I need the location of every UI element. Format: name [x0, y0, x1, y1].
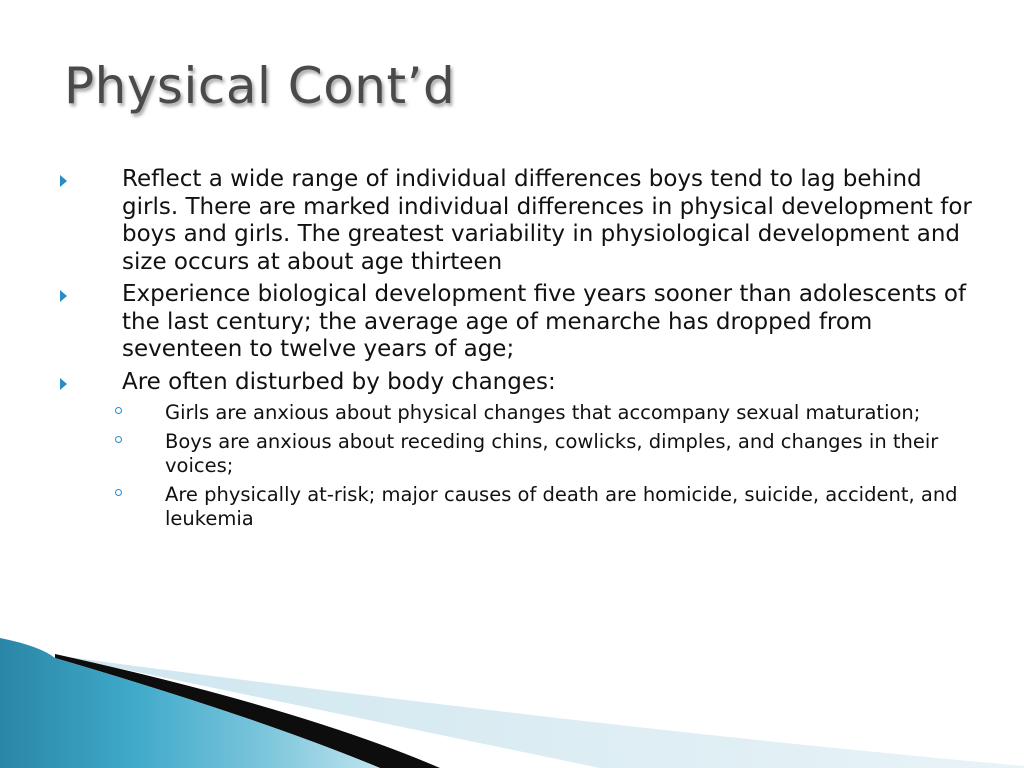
circle-bullet-icon — [115, 407, 122, 414]
sub-bullet-item — [0, 401, 965, 426]
sub-bullet-item — [0, 483, 965, 532]
sub-bullet-text: Girls are anxious about physical changes that accompany sexual maturation; — [165, 401, 921, 424]
decorative-wave-graphic — [0, 638, 1024, 768]
sub-bullet-text: Are physically at-risk; major causes of death are homicide, suicide, accident, and leukemia — [165, 482, 958, 530]
slide-body — [0, 166, 1024, 536]
triangle-bullet-icon — [60, 290, 67, 302]
bullet-item — [0, 166, 972, 276]
bullet-item — [0, 369, 972, 397]
sub-bullet-item — [0, 430, 965, 479]
bullet-text: Experience biological development five years sooner than adolescents of the last century; the average age of menarche has dropped from seventeen to twelve years of age; — [122, 281, 967, 362]
circle-bullet-icon — [115, 436, 122, 443]
sub-bullet-text: Boys are anxious about receding chins, cowlicks, dimples, and changes in their voices; — [165, 429, 939, 477]
bullet-item — [0, 281, 972, 364]
slide-title: Physical Cont’d — [64, 57, 456, 115]
circle-bullet-icon — [115, 489, 122, 496]
triangle-bullet-icon — [60, 175, 67, 187]
bullet-text: Reflect a wide range of individual differences boys tend to lag behind girls. There are marked individual differences in physical development for boys and girls. The greatest variability in physiological development and size occurs at about age thirteen — [122, 166, 972, 275]
triangle-bullet-icon — [60, 378, 67, 390]
bullet-text: Are often disturbed by body changes: — [122, 368, 556, 395]
